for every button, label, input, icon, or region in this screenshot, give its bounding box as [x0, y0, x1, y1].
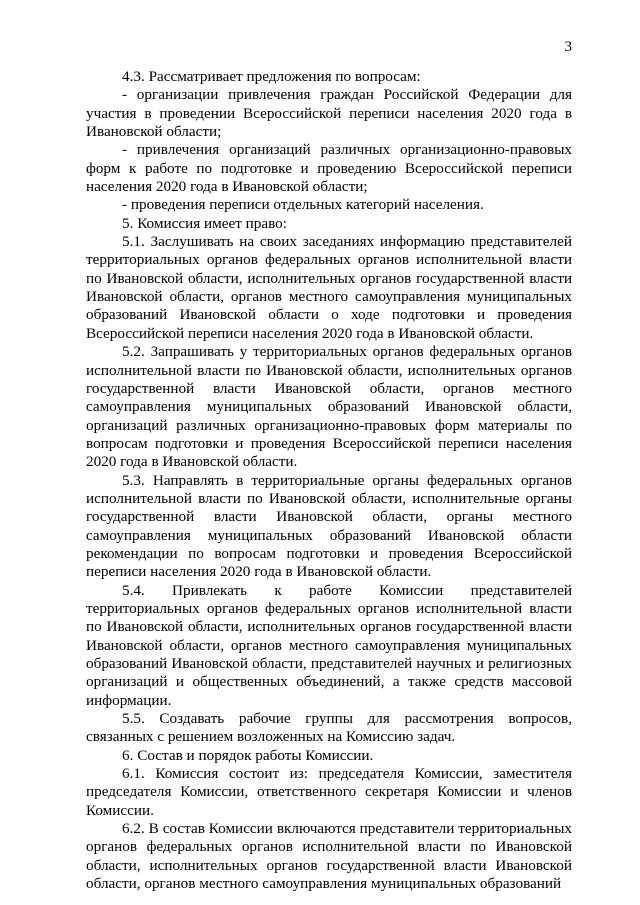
paragraph-5-1: 5.1. Заслушивать на своих заседаниях информацию представителей территориальных органов федеральных органов исполнительной власти по Ивановской области, исполнительных органов государственной власти Ивановской области, органов местного самоуправления муниципальных образований Ивановской области о ходе подготовки и проведения Всероссийской переписи населения 2020 года в Ивановской области.: [86, 233, 572, 342]
paragraph-4-3-item-1: - организации привлечения граждан Российской Федерации для участия в проведении Всероссийской переписи населения 2020 года в Ивановской области;: [86, 86, 572, 141]
paragraph-4-3: 4.3. Рассматривает предложения по вопросам:: [122, 68, 421, 85]
document-body: [86, 68, 572, 893]
paragraph-5-2: 5.2. Запрашивать у территориальных органов федеральных органов исполнительной власти по Ивановской области, исполнительных органов государственной власти Ивановской области, органов местного самоуправления муниципальных образований Ивановской области, организаций различных организационно-правовых форм материалы по вопросам подготовки и проведения Всероссийской переписи населения 2020 года в Ивановской области.: [86, 343, 572, 471]
paragraph-6-heading: 6. Состав и порядок работы Комиссии.: [122, 746, 374, 764]
page-number: 3: [564, 39, 572, 55]
paragraph-5-3: 5.3. Направлять в территориальные органы федеральных органов исполнительной власти по Ивановской области, исполнительные органы государственной власти Ивановской области, органы местного самоуправления муниципальных образований Ивановской области рекомендации по вопросам подготовки и проведения Всероссийской переписи населения 2020 года в Ивановской области.: [86, 471, 572, 581]
paragraph-6-2: 6.2. В состав Комиссии включаются представители территориальных органов федеральных органов исполнительной власти по Ивановской области, исполнительных органов государственной власти Ивановской области, органов местного самоуправления муниципальных образований: [86, 820, 572, 893]
paragraph-6-1: 6.1. Комиссия состоит из: председателя Комиссии, заместителя председателя Комиссии, ответственного секретаря Комиссии и членов Комиссии.: [86, 765, 572, 819]
paragraph-4-3-item-3: - проведения переписи отдельных категорий населения.: [122, 196, 484, 214]
paragraph-5-heading: 5. Комиссия имеет право:: [122, 214, 287, 232]
paragraph-5-5: 5.5. Создавать рабочие группы для рассмотрения вопросов, связанных с решением возложенных на Комиссию задач.: [86, 710, 572, 746]
paragraph-4-3-item-2: - привлечения организаций различных организационно-правовых форм к работе по подготовке и проведению Всероссийской переписи населения 2020 года в Ивановской области;: [86, 141, 572, 196]
paragraph-5-4: 5.4. Привлекать к работе Комиссии представителей территориальных органов федеральных органов исполнительной власти по Ивановской области, исполнительных органов государственной власти Ивановской области, органов местного самоуправления муниципальных образований Ивановской области, представителей научных и религиозных организаций и общественных объединений, а также средств массовой информации.: [86, 581, 572, 709]
